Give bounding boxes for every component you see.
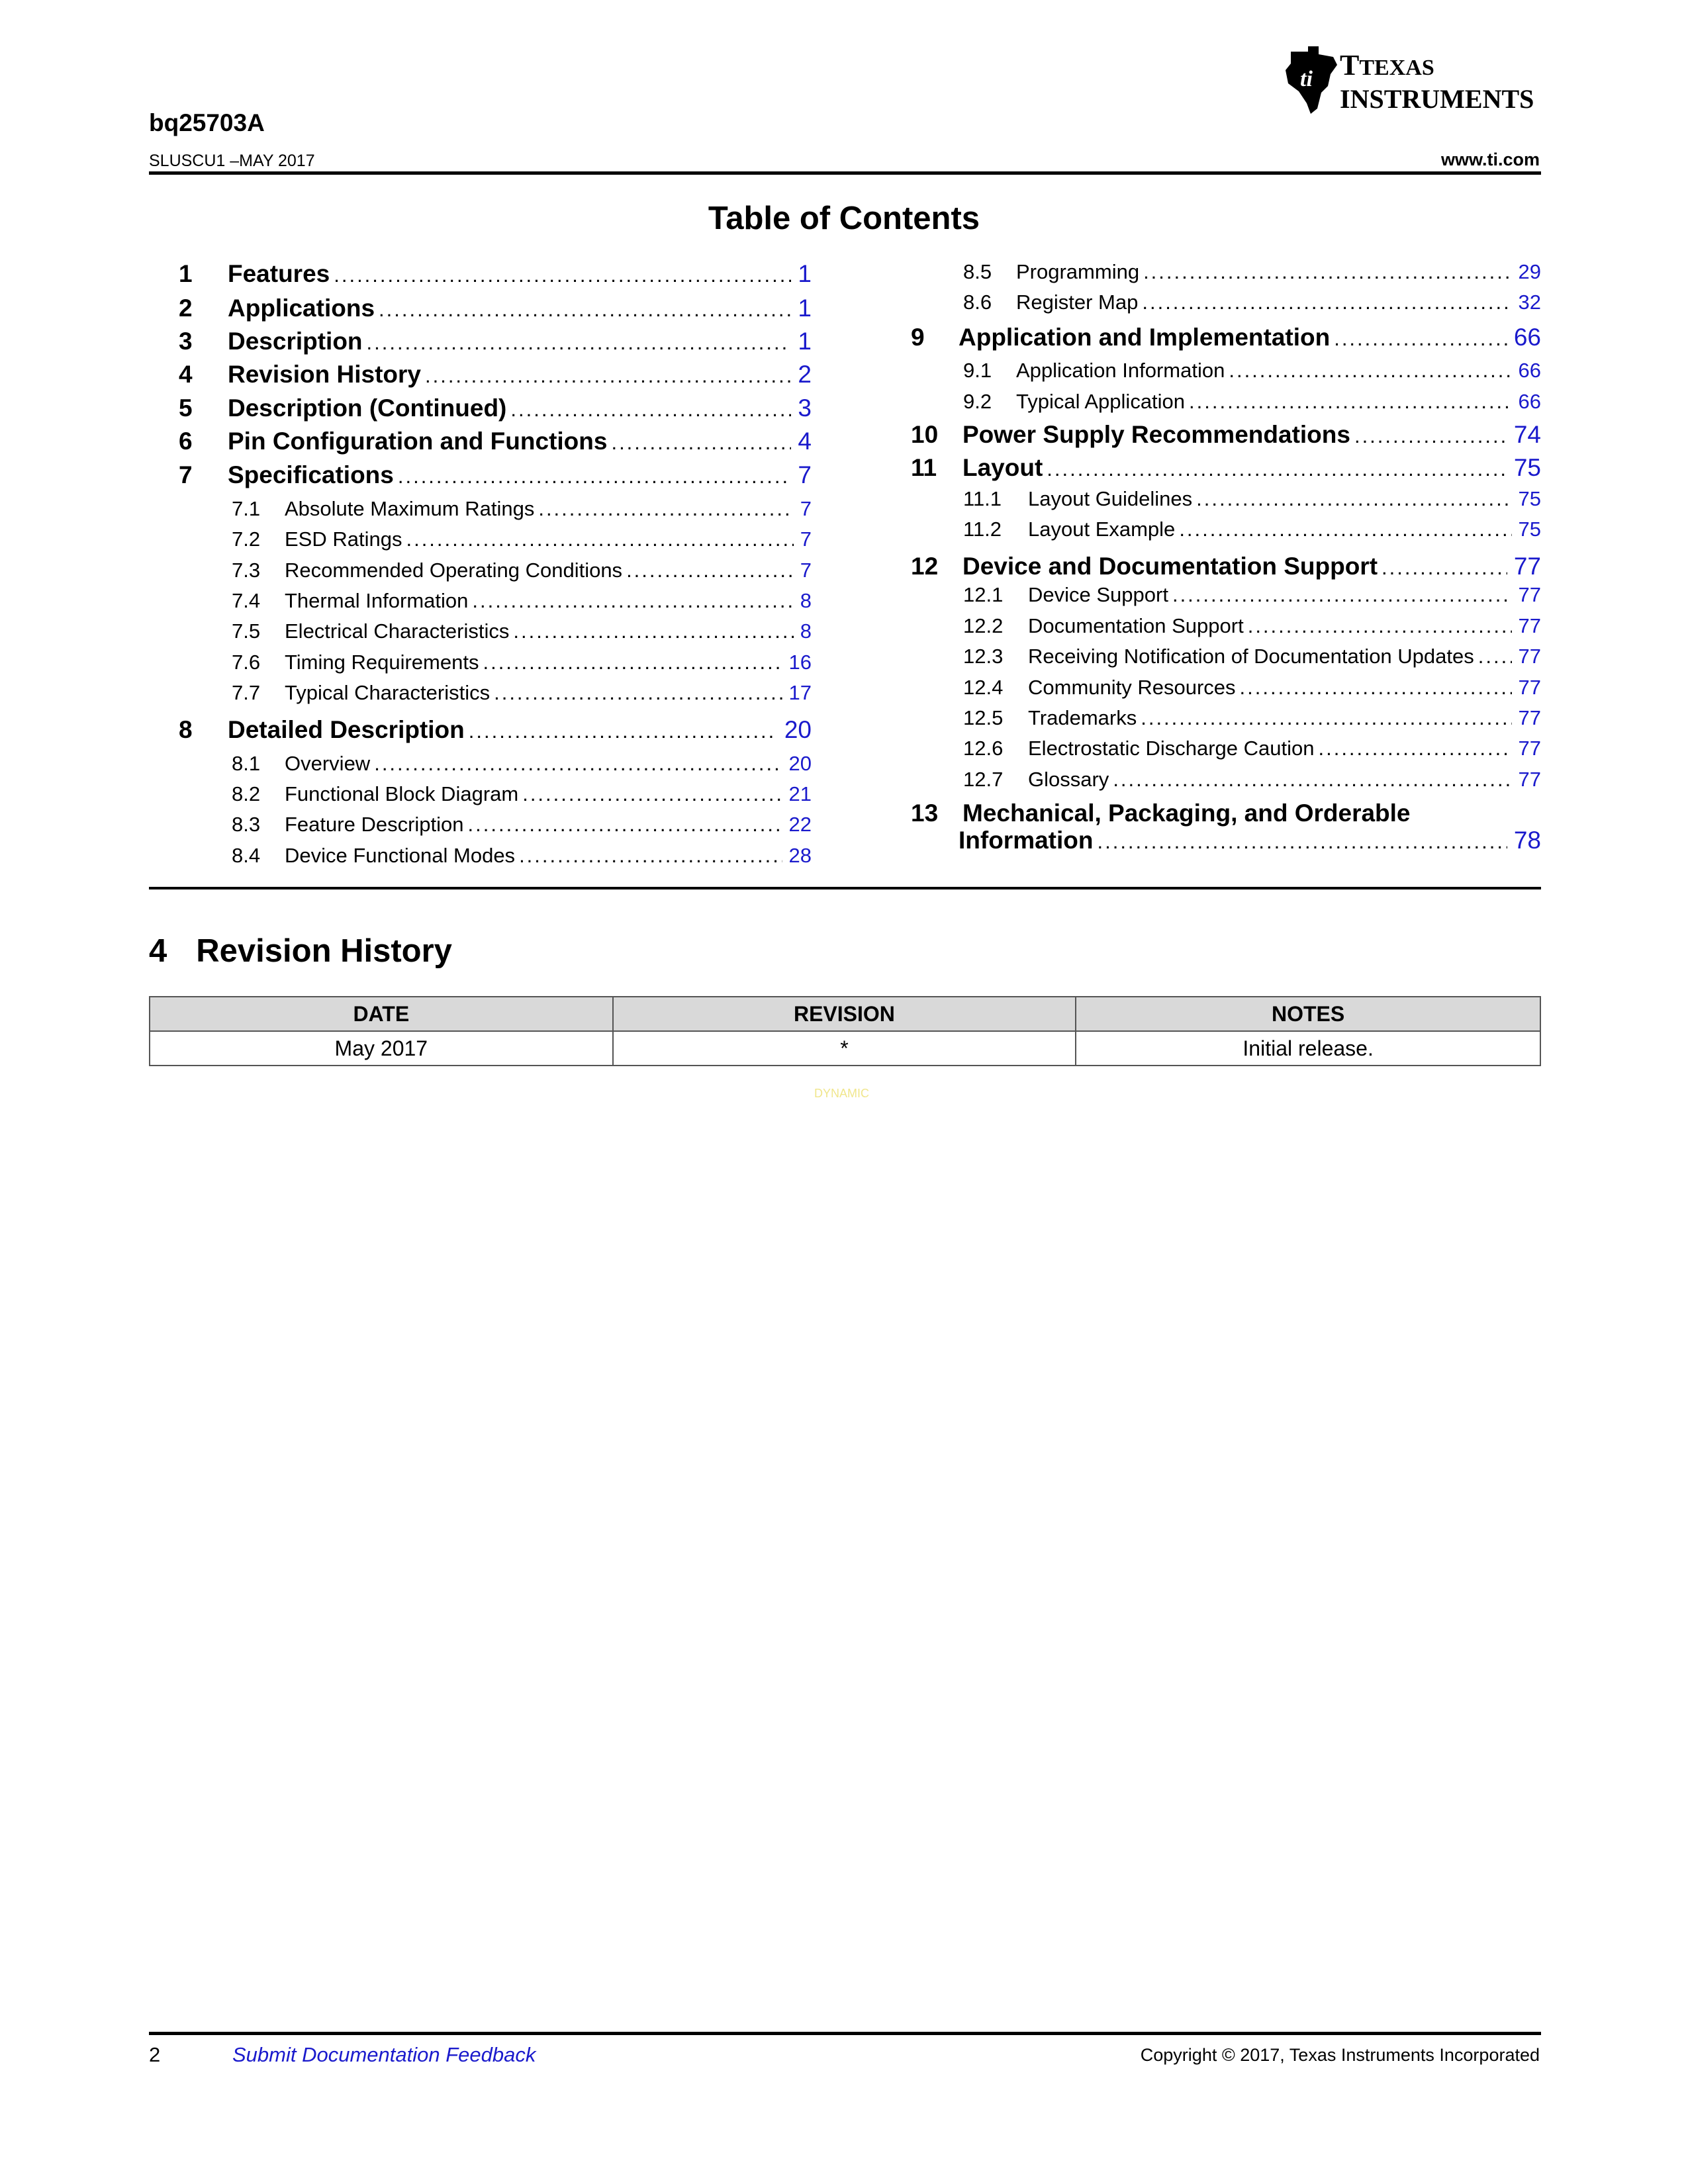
toc-entry-page: 77 <box>1518 768 1541 791</box>
toc-entry-page: 20 <box>788 752 812 775</box>
toc-entry-number: 11.1 <box>963 487 1002 510</box>
toc-entry-page: 20 <box>784 716 812 743</box>
toc-entry-page: 22 <box>788 813 812 836</box>
toc-entry-title: Feature Description <box>285 813 464 836</box>
toc-entry[interactable] <box>963 737 1541 760</box>
toc-entry-number: 12.7 <box>963 768 1004 791</box>
toc-entry-number: 12.2 <box>963 614 1004 637</box>
toc-entry-page: 21 <box>788 782 812 805</box>
toc-entry[interactable] <box>963 359 1541 383</box>
toc-entry-title: Information <box>959 827 1094 854</box>
toc-leader-dots <box>519 844 782 868</box>
toc-entry-page: 77 <box>1518 614 1541 637</box>
toc-entry-title: Register Map <box>1016 291 1139 314</box>
toc-entry-page: 17 <box>788 681 812 704</box>
toc-leader-dots <box>379 298 791 322</box>
toc-entry-number: 8.2 <box>232 782 261 805</box>
toc-entry-title: Electrostatic Discharge Caution <box>1028 737 1315 760</box>
toc-entry-title: Pin Configuration and Functions <box>228 428 608 455</box>
toc-entry-number: 7.5 <box>232 619 261 643</box>
toc-entry-page: 77 <box>1518 737 1541 760</box>
toc-entry[interactable] <box>963 291 1541 314</box>
doc-id: SLUSCU1 –MAY 2017 <box>149 152 315 170</box>
toc-entry[interactable] <box>911 454 1541 482</box>
toc-entry-title: Detailed Description <box>228 716 465 743</box>
toc-entry-page: 74 <box>1513 421 1541 448</box>
toc-entry-number: 12.3 <box>963 645 1004 668</box>
toc-leader-dots <box>522 782 782 806</box>
toc-entry-number: 7.6 <box>232 651 261 674</box>
toc-leader-dots <box>626 559 794 582</box>
header-rule <box>149 171 1541 175</box>
toc-entry-page: 77 <box>1513 553 1541 580</box>
toc-entry-title: Description <box>228 328 363 355</box>
toc-entry-title: Timing Requirements <box>285 651 479 674</box>
toc-entry[interactable] <box>963 260 1541 284</box>
toc-entry-page: 7 <box>800 497 812 520</box>
toc-entry-title: Application and Implementation <box>959 324 1331 351</box>
toc-entry[interactable] <box>963 518 1541 541</box>
toc-leader-dots <box>510 398 791 422</box>
toc-entry-number: 9.2 <box>963 390 992 413</box>
toc-leader-dots <box>469 719 778 743</box>
toc-entry[interactable] <box>179 328 812 355</box>
toc-entry[interactable] <box>179 260 812 288</box>
toc-rule <box>149 887 1541 889</box>
ti-logo <box>1284 45 1544 115</box>
toc-entry-title: Typical Application <box>1016 390 1186 413</box>
toc-entry-number: 7.4 <box>232 589 261 612</box>
toc-entry[interactable] <box>911 799 1541 827</box>
toc-entry-number: 1 <box>179 260 193 287</box>
toc-leader-dots <box>406 527 793 551</box>
toc-entry-title: Overview <box>285 752 371 775</box>
toc-title: Table of Contents <box>708 201 980 236</box>
toc-entry-number: 4 <box>179 361 193 388</box>
toc-entry-title: Documentation Support <box>1028 614 1244 637</box>
toc-leader-dots <box>494 681 782 705</box>
toc-leader-dots <box>1240 676 1512 700</box>
toc-entry-page: 66 <box>1518 359 1541 382</box>
toc-leader-dots <box>1097 830 1507 854</box>
toc-leader-dots <box>1478 645 1512 668</box>
toc-entry-number: 12.4 <box>963 676 1004 699</box>
toc-entry-title: Thermal Information <box>285 589 469 612</box>
toc-leader-dots <box>472 589 793 613</box>
toc-entry-page: 1 <box>798 260 812 287</box>
toc-entry-number: 7.1 <box>232 497 261 520</box>
cell-notes: Initial release. <box>1076 1031 1540 1066</box>
toc-entry-page: 77 <box>1518 645 1541 668</box>
toc-entry-number: 6 <box>179 428 193 455</box>
toc-entry-title: Device Functional Modes <box>285 844 516 867</box>
ti-texas-logo-icon <box>1284 45 1340 115</box>
toc-entry-number: 12.1 <box>963 583 1004 606</box>
toc-entry-title: Application Information <box>1016 359 1225 382</box>
toc-entry-title: ESD Ratings <box>285 527 402 551</box>
toc-entry-title: Recommended Operating Conditions <box>285 559 623 582</box>
toc-entry-number: 11.2 <box>963 518 1002 541</box>
column-header-date: DATE <box>150 997 613 1031</box>
toc-entry-number: 10 <box>911 421 939 448</box>
toc-leader-dots <box>1047 457 1507 481</box>
revision-history-number: 4 <box>149 933 167 969</box>
toc-entry[interactable] <box>179 361 812 388</box>
toc-entry-number: 8.3 <box>232 813 261 836</box>
toc-entry[interactable] <box>911 324 1541 351</box>
toc-entry-title: Layout Guidelines <box>1028 487 1193 510</box>
toc-leader-dots <box>1142 291 1511 314</box>
toc-entry[interactable] <box>963 487 1541 511</box>
toc-entry-page: 3 <box>798 394 812 422</box>
toc-entry[interactable] <box>963 645 1541 668</box>
toc-entry-page: 32 <box>1518 291 1541 314</box>
toc-leader-dots <box>1113 768 1511 792</box>
toc-entry-page: 77 <box>1518 583 1541 606</box>
toc-leader-dots <box>611 431 791 455</box>
toc-leader-dots <box>1189 390 1511 414</box>
toc-entry[interactable] <box>232 782 812 806</box>
toc-entry-page: 75 <box>1513 454 1541 481</box>
dynamic-stamp: DYNAMIC <box>814 1087 870 1100</box>
toc-entry-page: 28 <box>788 844 812 867</box>
toc-entry-page: 66 <box>1513 324 1541 351</box>
table-header-row <box>150 997 1540 1031</box>
toc-entry[interactable] <box>963 614 1541 638</box>
toc-entry-page: 7 <box>800 527 812 551</box>
toc-leader-dots <box>1179 518 1511 541</box>
logo-line2: INSTRUMENTS <box>1340 84 1534 114</box>
toc-entry-title: Description (Continued) <box>228 394 507 422</box>
toc-entry[interactable] <box>963 390 1541 414</box>
toc-entry[interactable] <box>911 553 1541 580</box>
toc-entry-title: Absolute Maximum Ratings <box>285 497 535 520</box>
submit-feedback-link[interactable]: Submit Documentation Feedback <box>232 2043 536 2066</box>
toc-entry[interactable] <box>963 583 1541 607</box>
toc-leader-dots <box>1382 556 1507 580</box>
revision-history-heading <box>149 933 452 970</box>
toc-entry-title: Functional Block Diagram <box>285 782 519 805</box>
toc-entry-number: 8.5 <box>963 260 992 283</box>
toc-leader-dots <box>483 651 782 674</box>
toc-leader-dots <box>374 752 782 776</box>
toc-entry-title: Device Support <box>1028 583 1168 606</box>
cell-date: May 2017 <box>150 1031 613 1066</box>
column-header-revision: REVISION <box>613 997 1076 1031</box>
toc-leader-dots <box>1196 487 1511 511</box>
toc-entry[interactable] <box>232 497 812 521</box>
part-number: bq25703A <box>149 109 265 136</box>
toc-entry-number: 7 <box>179 461 193 488</box>
logo-line1: TEXAS <box>1359 56 1434 80</box>
toc-entry[interactable] <box>232 619 812 643</box>
toc-entry-number: 5 <box>179 394 193 422</box>
toc-leader-dots <box>1334 327 1507 351</box>
toc-entry[interactable] <box>911 827 1541 854</box>
toc-entry-number: 7.2 <box>232 527 261 551</box>
toc-entry[interactable] <box>232 651 812 674</box>
cell-revision: * <box>613 1031 1076 1066</box>
toc-entry[interactable] <box>232 844 812 868</box>
toc-entry[interactable] <box>179 295 812 322</box>
page-number: 2 <box>149 2043 161 2066</box>
toc-entry-page: 75 <box>1518 487 1541 510</box>
toc-entry[interactable] <box>179 428 812 455</box>
toc-leader-dots <box>425 364 791 388</box>
toc-entry-title: Programming <box>1016 260 1140 283</box>
toc-entry-title: Layout <box>962 454 1043 481</box>
table-row <box>150 1031 1540 1066</box>
toc-entry[interactable] <box>232 752 812 776</box>
toc-entry[interactable] <box>179 461 812 489</box>
toc-entry-number: 12 <box>911 553 939 580</box>
toc-entry-title: Community Resources <box>1028 676 1236 699</box>
toc-entry-title: Receiving Notification of Documentation Updates <box>1028 645 1474 668</box>
toc-leader-dots <box>398 465 792 488</box>
toc-entry-page: 8 <box>800 619 812 643</box>
toc-entry-title: Power Supply Recommendations <box>962 421 1350 448</box>
toc-entry-title: Layout Example <box>1028 518 1176 541</box>
toc-entry-title: Features <box>228 260 330 287</box>
toc-entry-number: 13 <box>911 799 939 827</box>
toc-leader-dots <box>367 331 792 355</box>
toc-entry-page: 77 <box>1518 706 1541 729</box>
toc-entry-number: 9 <box>911 324 925 351</box>
toc-entry-number: 11 <box>911 454 937 481</box>
toc-leader-dots <box>1248 614 1512 638</box>
toc-entry-number: 8.6 <box>963 291 992 314</box>
toc-entry[interactable] <box>232 527 812 551</box>
column-header-notes: NOTES <box>1076 997 1540 1031</box>
toc-entry-page: 2 <box>798 361 812 388</box>
toc-entry-title: Device and Documentation Support <box>962 553 1378 580</box>
toc-entry-number: 9.1 <box>963 359 992 382</box>
toc-entry-title: Mechanical, Packaging, and Orderable <box>962 799 1411 827</box>
website-link[interactable]: www.ti.com <box>1440 150 1540 169</box>
toc-entry-page: 4 <box>798 428 812 455</box>
toc-entry[interactable] <box>963 768 1541 792</box>
toc-entry-page: 1 <box>798 295 812 322</box>
toc-entry-number: 2 <box>179 295 193 322</box>
toc-entry-title: Revision History <box>228 361 421 388</box>
toc-entry-page: 7 <box>798 461 812 488</box>
toc-leader-dots <box>1318 737 1511 760</box>
toc-entry-title: Trademarks <box>1028 706 1137 729</box>
revision-history-table <box>149 996 1541 1066</box>
footer-rule <box>149 2032 1541 2035</box>
toc-entry-page: 66 <box>1518 390 1541 413</box>
toc-entry-number: 3 <box>179 328 193 355</box>
toc-leader-dots <box>513 619 793 643</box>
toc-leader-dots <box>1354 424 1507 448</box>
toc-leader-dots <box>1172 583 1512 607</box>
toc-entry-number: 8.1 <box>232 752 261 775</box>
toc-leader-dots <box>334 263 791 287</box>
toc-entry-number: 8.4 <box>232 844 261 867</box>
toc-entry-number: 8 <box>179 716 193 743</box>
toc-entry[interactable] <box>232 589 812 613</box>
toc-entry-title: Typical Characteristics <box>285 681 491 704</box>
toc-entry-number: 12.5 <box>963 706 1004 729</box>
toc-entry-page: 8 <box>800 589 812 612</box>
toc-entry-title: Applications <box>228 295 375 322</box>
toc-entry[interactable] <box>232 681 812 705</box>
toc-entry[interactable] <box>963 676 1541 700</box>
toc-leader-dots <box>1143 260 1511 284</box>
ti-logo-wordmark: TTEXAS INSTRUMENTS <box>1340 49 1534 114</box>
toc-entry-page: 7 <box>800 559 812 582</box>
svg-text:ti: ti <box>1300 67 1313 91</box>
toc-entry[interactable] <box>911 421 1541 449</box>
toc-entry-page: 16 <box>788 651 812 674</box>
toc-entry-page: 78 <box>1513 827 1541 854</box>
toc-entry-number: 7.7 <box>232 681 261 704</box>
toc-entry-title: Glossary <box>1028 768 1109 791</box>
toc-entry-title: Specifications <box>228 461 394 488</box>
toc-entry-number: 12.6 <box>963 737 1004 760</box>
copyright-notice: Copyright © 2017, Texas Instruments Incorporated <box>1140 2045 1540 2065</box>
toc-entry-page: 29 <box>1518 260 1541 283</box>
toc-entry[interactable] <box>179 716 812 744</box>
toc-entry[interactable] <box>232 813 812 837</box>
toc-leader-dots <box>1229 359 1511 383</box>
toc-leader-dots <box>468 813 782 837</box>
toc-entry[interactable] <box>232 559 812 582</box>
toc-entry-number: 7.3 <box>232 559 261 582</box>
toc-leader-dots <box>1141 706 1511 730</box>
toc-entry-page: 77 <box>1518 676 1541 699</box>
toc-entry-page: 1 <box>798 328 812 355</box>
toc-entry[interactable] <box>963 706 1541 730</box>
revision-history-title: Revision History <box>196 933 452 969</box>
toc-leader-dots <box>538 497 793 521</box>
toc-entry[interactable] <box>179 394 812 422</box>
toc-entry-page: 75 <box>1518 518 1541 541</box>
toc-entry-title: Electrical Characteristics <box>285 619 510 643</box>
